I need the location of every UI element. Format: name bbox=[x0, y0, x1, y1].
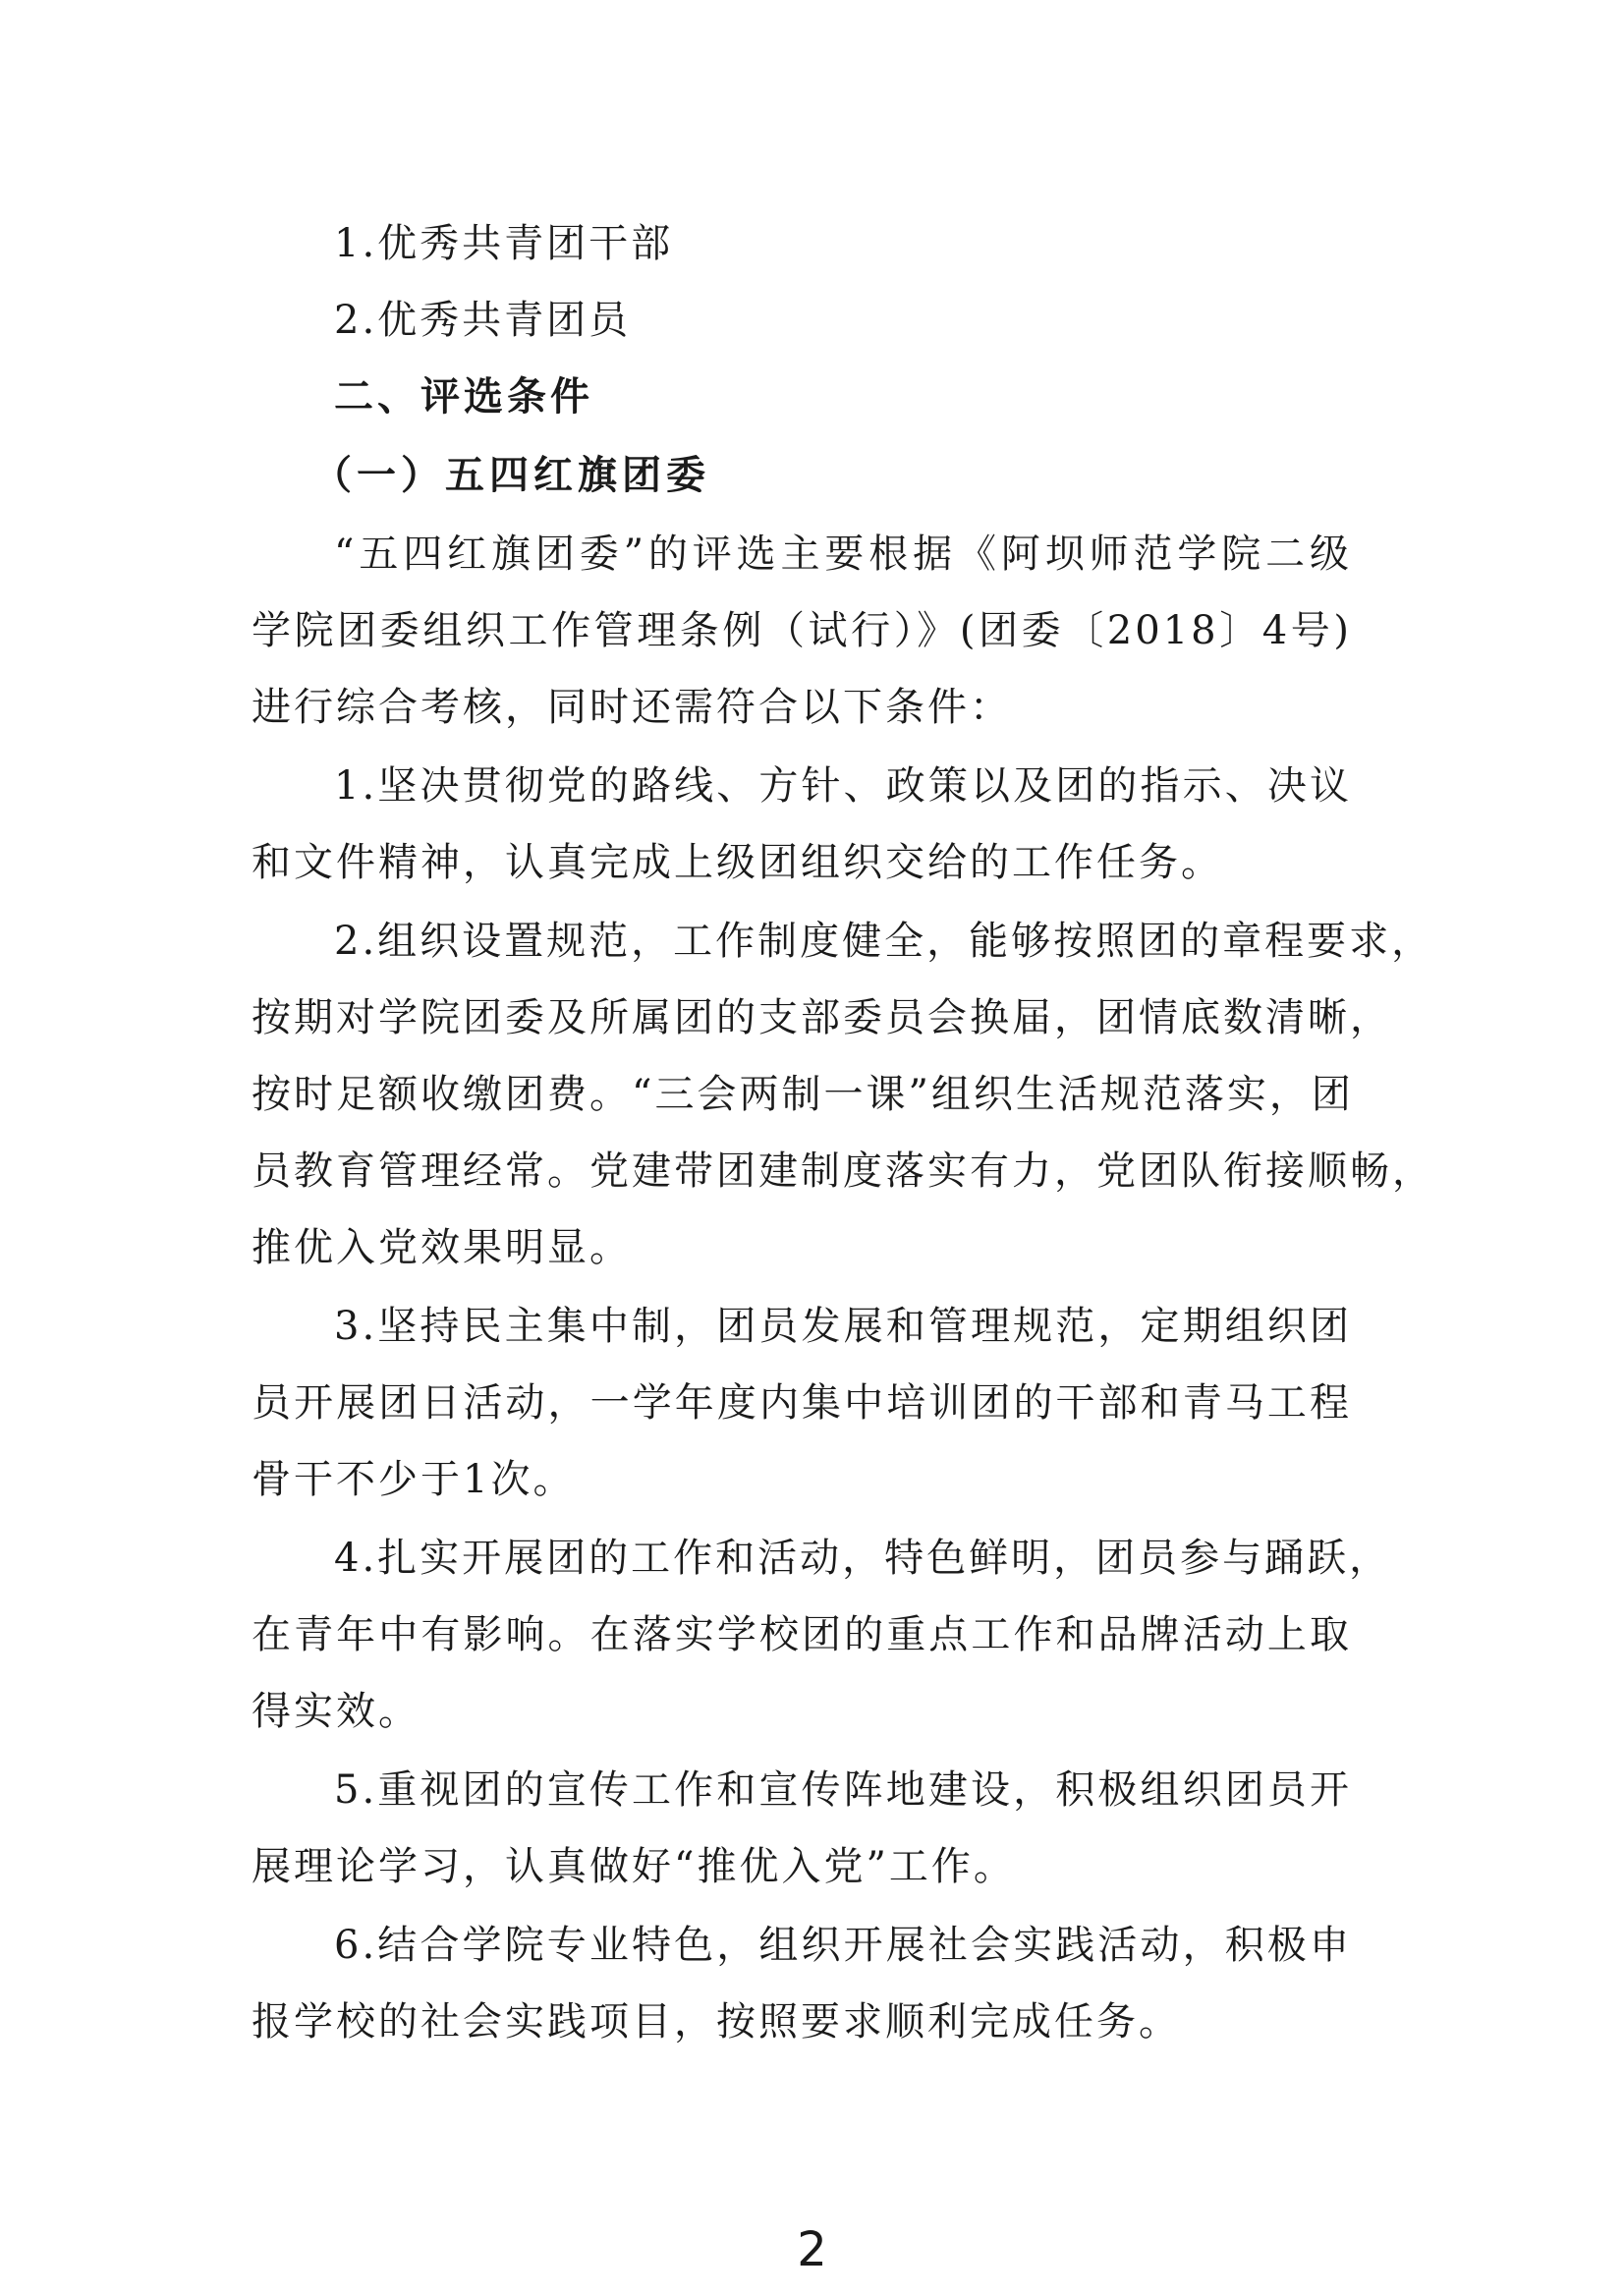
condition-line: 4.扎实开展团的工作和活动，特色鲜明，团员参与踊跃， bbox=[334, 1536, 1392, 1581]
condition-line: 员教育管理经常。党建带团建制度落实有力，党团队衔接顺畅， bbox=[252, 1148, 1434, 1194]
condition-line: 骨干不少于1次。 bbox=[252, 1457, 576, 1502]
section-heading: 二、评选条件 bbox=[334, 374, 593, 420]
paragraph-line: 学院团委组织工作管理条例（试行）》(团委〔2018〕4号) bbox=[252, 608, 1352, 653]
condition-line: 得实效。 bbox=[252, 1689, 420, 1734]
condition-line: 推优入党效果明显。 bbox=[252, 1225, 632, 1270]
condition-line: 3.坚持民主集中制，团员发展和管理规范，定期组织团 bbox=[334, 1304, 1352, 1349]
condition-line: 在青年中有影响。在落实学校团的重点工作和品牌活动上取 bbox=[252, 1612, 1352, 1657]
condition-line: 按期对学院团委及所属团的支部委员会换届，团情底数清晰， bbox=[252, 995, 1392, 1040]
condition-line: 报学校的社会实践项目，按照要求顺利完成任务。 bbox=[252, 1999, 1181, 2044]
condition-line: 5.重视团的宣传工作和宣传阵地建设，积极组织团员开 bbox=[334, 1767, 1352, 1813]
condition-line: 6.结合学院专业特色，组织开展社会实践活动，积极申 bbox=[334, 1923, 1352, 1968]
page-number: 2 bbox=[797, 2222, 827, 2277]
paragraph-line: 进行综合考核，同时还需符合以下条件： bbox=[252, 685, 1012, 730]
condition-line: 按时足额收缴团费。“三会两制一课”组织生活规范落实，团 bbox=[252, 1072, 1354, 1117]
condition-line: 展理论学习，认真做好“推优入党”工作。 bbox=[252, 1844, 1016, 1889]
paragraph-line: “五四红旗团委”的评选主要根据《阿坝师范学院二级 bbox=[334, 532, 1352, 577]
subsection-heading: （一）五四红旗团委 bbox=[312, 452, 710, 498]
condition-line: 员开展团日活动，一学年度内集中培训团的干部和青马工程 bbox=[252, 1380, 1352, 1426]
condition-line: 1.坚决贯彻党的路线、方针、政策以及团的指示、决议 bbox=[334, 763, 1352, 809]
condition-line: 2.组织设置规范，工作制度健全，能够按照团的章程要求， bbox=[334, 919, 1434, 964]
list-item: 1.优秀共青团干部 bbox=[334, 221, 674, 266]
list-item: 2.优秀共青团员 bbox=[334, 298, 632, 343]
condition-line: 和文件精神，认真完成上级团组织交给的工作任务。 bbox=[252, 840, 1223, 885]
